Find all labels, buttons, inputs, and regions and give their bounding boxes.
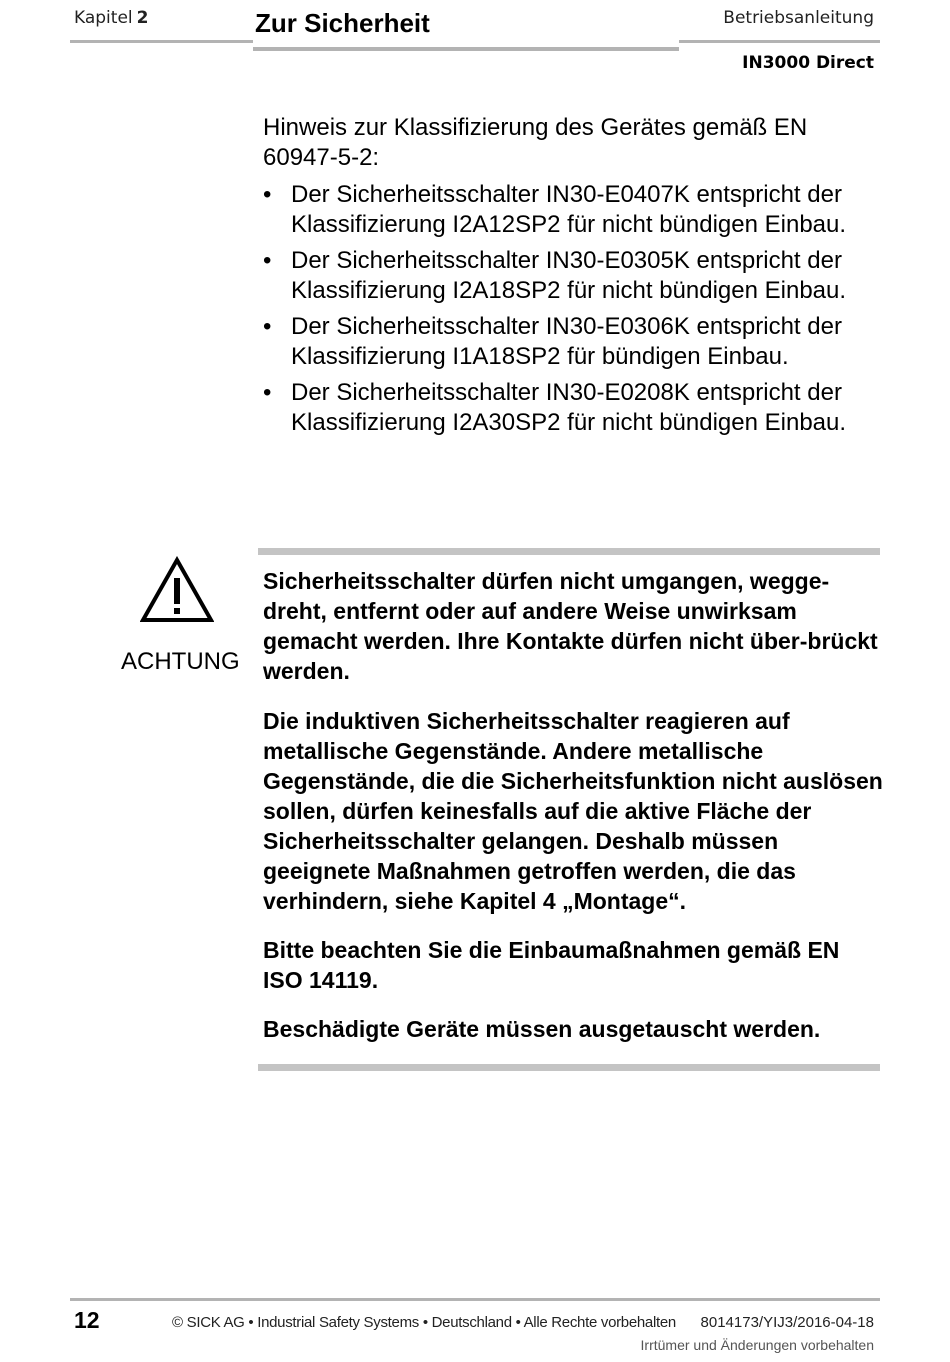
classification-list: [263, 180, 878, 444]
document-type: Betriebsanleitung: [723, 8, 874, 28]
list-item: [263, 378, 878, 438]
bullet-icon: •: [263, 181, 272, 208]
list-item: [263, 312, 878, 372]
bullet-icon: •: [263, 313, 272, 340]
warning-label: ACHTUNG: [121, 648, 240, 675]
warning-rule-bottom: [258, 1064, 880, 1071]
page-number: 12: [74, 1307, 100, 1333]
list-item-text: Der Sicherheitsschalter IN30-E0306K entspricht der Klassifizierung I1A18SP2 für bündigen Einbau.: [291, 313, 842, 370]
bullet-icon: •: [263, 379, 272, 406]
list-item-text: Der Sicherheitsschalter IN30-E0407K entspricht der Klassifizierung I2A12SP2 für nicht bündigen Einbau.: [291, 181, 847, 238]
list-item-text: Der Sicherheitsschalter IN30-E0305K entspricht der Klassifizierung I2A18SP2 für nicht bündigen Einbau.: [291, 247, 847, 304]
copyright-text: © SICK AG • Industrial Safety Systems • Deutschland • Alle Rechte vorbehalten: [172, 1314, 676, 1331]
list-item-text: Der Sicherheitsschalter IN30-E0208K entspricht der Klassifizierung I2A30SP2 für nicht bündigen Einbau.: [291, 379, 847, 436]
list-item: [263, 180, 878, 240]
chapter-indicator: [74, 8, 148, 28]
section-title: Zur Sicherheit: [255, 8, 430, 38]
chapter-number: 2: [136, 8, 149, 28]
header-rule-center: [253, 47, 679, 51]
list-item: [263, 246, 878, 306]
intro-text: Hinweis zur Klassifizierung des Gerätes gemäß EN 60947-5-2:: [263, 114, 808, 171]
document-number: 8014173/YIJ3/2016-04-18: [700, 1314, 874, 1331]
product-name: IN3000 Direct: [742, 53, 874, 73]
header-rule-left: [70, 40, 253, 43]
disclaimer-note: Irrtümer und Änderungen vorbehalten: [640, 1337, 874, 1353]
warning-rule-top: [258, 548, 880, 555]
footer-rule: [70, 1298, 880, 1301]
chapter-label: Kapitel: [74, 8, 133, 28]
warning-paragraph: Bitte beachten Sie die Einbaumaßnahmen gemäß EN ISO 14119.: [263, 937, 840, 993]
warning-triangle-icon: [140, 556, 214, 624]
warning-paragraph: Die induktiven Sicherheitsschalter reagieren auf metallische Gegenstände. Andere metallische Gegenstände, die die Sicherheitsfunktion nicht auslösen sollen, dürfen keinesfalls auf die aktive Fläche der Sicherheitsschalter gelangen. Deshalb müssen geeignete Maßnahmen getroffen werden, die das verhindern, siehe Kapitel 4 „Montage“.: [263, 708, 883, 914]
header-rule-right: [679, 40, 880, 43]
warning-paragraph: Sicherheitsschalter dürfen nicht umgangen, wegge-dreht, entfernt oder auf andere Weise unwirksam gemacht werden. Ihre Kontakte dürfen nicht über-brückt werden.: [263, 568, 878, 684]
bullet-icon: •: [263, 247, 272, 274]
warning-paragraph: Beschädigte Geräte müssen ausgetauscht werden.: [263, 1016, 821, 1042]
